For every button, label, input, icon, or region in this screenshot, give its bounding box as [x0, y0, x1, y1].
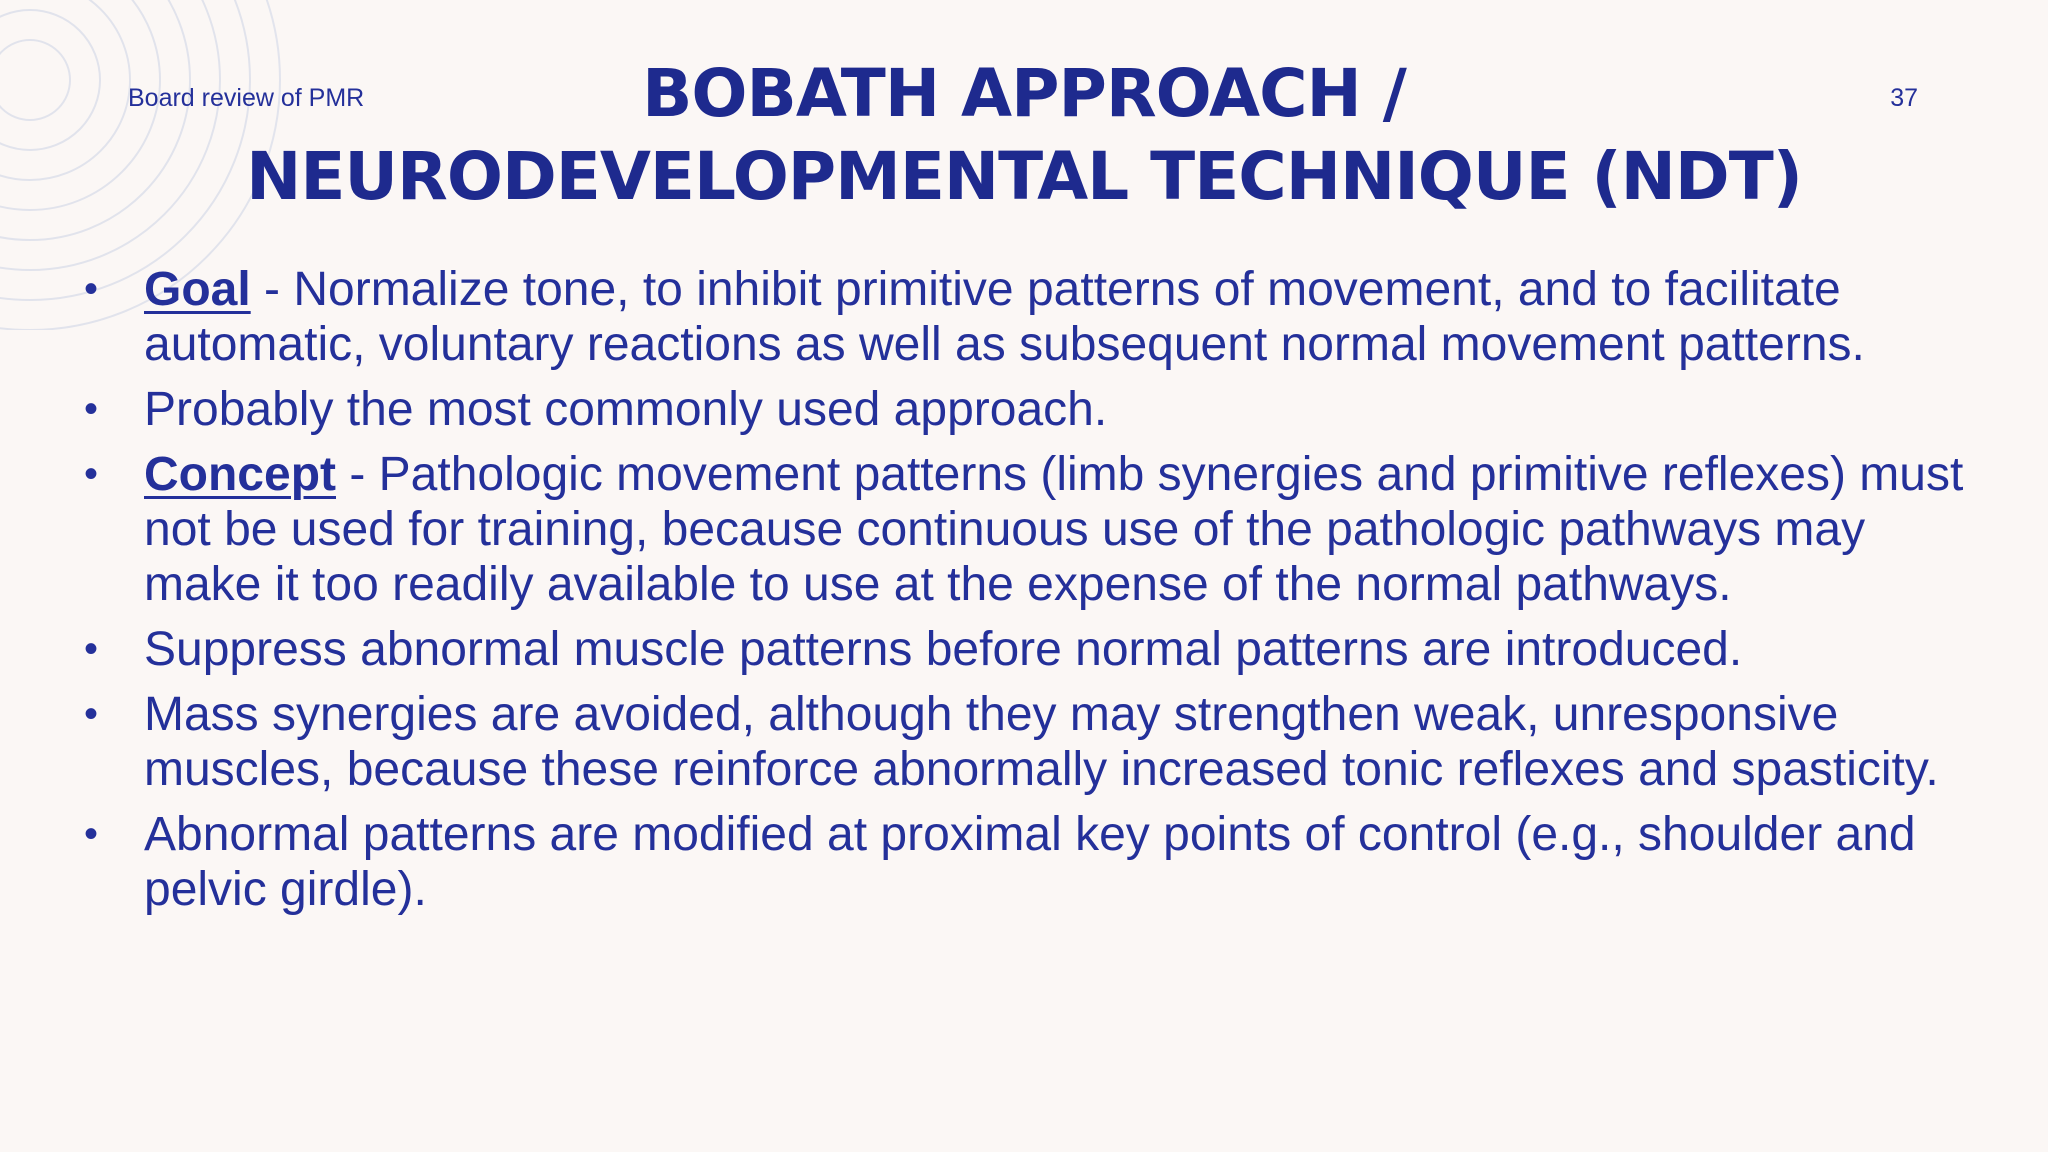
bullet-term: Goal: [144, 263, 251, 316]
bullet-item: [80, 382, 1980, 437]
slide-body: [80, 262, 1980, 927]
page-number: 37: [1890, 84, 1918, 112]
bullet-dot: •: [84, 692, 99, 736]
bullet-text: Abnormal patterns are modified at proximal key points of control (e.g., shoulder and pelvic girdle).: [144, 808, 1916, 916]
bullet-item: [80, 687, 1980, 797]
slide-title: [0, 52, 2048, 218]
bullet-item: [80, 622, 1980, 677]
bullet-dot: •: [84, 267, 99, 311]
title-line-2: NEURODEVELOPMENTAL TECHNIQUE (NDT): [246, 138, 1802, 215]
bullet-text: Mass synergies are avoided, although they may strengthen weak, unresponsive muscles, because these reinforce abnormally increased tonic reflexes and spasticity.: [144, 688, 1939, 796]
title-line-1: BOBATH APPROACH /: [642, 55, 1406, 132]
bullet-dot: •: [84, 627, 99, 671]
bullet-text: Suppress abnormal muscle patterns before normal patterns are introduced.: [144, 623, 1743, 676]
bullet-text: - Normalize tone, to inhibit primitive patterns of movement, and to facilitate automatic, voluntary reactions as well as subsequent normal movement patterns.: [144, 263, 1865, 371]
bullet-list: [80, 262, 1980, 917]
course-label: Board review of PMR: [128, 84, 365, 112]
bullet-dot: •: [84, 387, 99, 431]
bullet-dot: •: [84, 812, 99, 856]
bullet-text: - Pathologic movement patterns (limb synergies and primitive reflexes) must not be used for training, because continuous use of the pathologic pathways may make it too readily available to use at the expense of the normal pathways.: [144, 448, 1964, 611]
bullet-item: [80, 447, 1980, 612]
bullet-item: [80, 262, 1980, 372]
bullet-item: [80, 807, 1980, 917]
bullet-text: Probably the most commonly used approach.: [144, 383, 1108, 436]
bullet-dot: •: [84, 452, 99, 496]
bullet-term: Concept: [144, 448, 336, 501]
